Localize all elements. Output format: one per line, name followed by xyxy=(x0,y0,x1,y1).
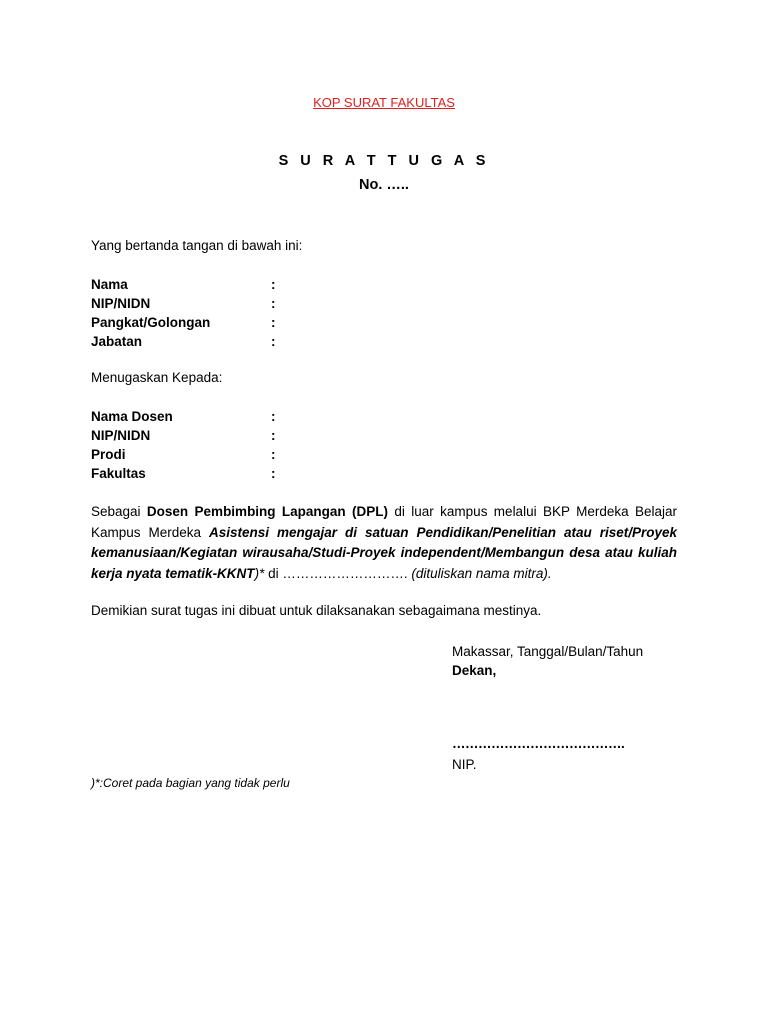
field-label: Pangkat/Golongan xyxy=(91,315,211,330)
assign-intro-text: Menugaskan Kepada: xyxy=(91,370,223,385)
intro-text: Yang bertanda tangan di bawah ini: xyxy=(91,238,303,253)
field-row xyxy=(91,294,391,313)
footnote: )*:Coret pada bagian yang tidak perlu xyxy=(91,776,290,790)
body-activity-text: Asistensi mengajar di satuan Pendidikan/Penelitian atau riset/Proyek kemanusiaan/Kegiatan wirausaha/Studi-Proyek independent/Membangun desa atau kuliah kerja nyata tematik-KKNT xyxy=(91,524,677,581)
document-title: S U R A T T U G A S xyxy=(278,153,490,169)
body-text: Sebagai xyxy=(91,504,147,519)
signature-name-line: …………………………………. xyxy=(452,736,625,751)
letterhead-placeholder: KOP SURAT FAKULTAS xyxy=(313,95,455,110)
field-row xyxy=(91,275,391,294)
field-row xyxy=(91,464,391,483)
signer-position: Dekan, xyxy=(452,663,497,678)
assignment-paragraph xyxy=(91,502,677,584)
field-label: Prodi xyxy=(91,447,126,462)
field-colon: : xyxy=(271,447,276,462)
field-colon: : xyxy=(271,428,276,443)
field-colon: : xyxy=(271,277,276,292)
field-row xyxy=(91,407,391,426)
field-colon: : xyxy=(271,466,276,481)
body-partner-blank: di ………………………. xyxy=(264,565,412,581)
field-row xyxy=(91,332,391,351)
assigned-fields xyxy=(91,407,391,483)
body-footnote-mark: )* xyxy=(254,565,265,581)
body-partner-note: (dituliskan nama mitra). xyxy=(411,565,552,581)
field-colon: : xyxy=(271,334,276,349)
body-text: di luar kampus melalui BKP Merdeka Belajar Kampus Merdeka xyxy=(91,504,677,540)
field-row xyxy=(91,445,391,464)
body-dpl-text: Dosen Pembimbing Lapangan (DPL) xyxy=(146,504,389,519)
signature-block xyxy=(452,642,643,680)
field-label: NIP/NIDN xyxy=(91,428,151,443)
field-row xyxy=(91,313,391,332)
field-colon: : xyxy=(271,315,276,330)
field-row xyxy=(91,426,391,445)
document-number: No. ….. xyxy=(359,177,409,193)
field-label: Nama Dosen xyxy=(91,409,173,424)
field-label: Nama xyxy=(91,277,128,292)
field-colon: : xyxy=(271,296,276,311)
field-label: Fakultas xyxy=(91,466,146,481)
signer-fields xyxy=(91,275,391,351)
signature-nip: NIP. xyxy=(452,757,477,772)
place-date: Makassar, Tanggal/Bulan/Tahun xyxy=(452,644,644,659)
field-colon: : xyxy=(271,409,276,424)
field-label: NIP/NIDN xyxy=(91,296,151,311)
closing-text: Demikian surat tugas ini dibuat untuk dilaksanakan sebagaimana mestinya. xyxy=(91,603,542,618)
field-label: Jabatan xyxy=(91,334,143,349)
